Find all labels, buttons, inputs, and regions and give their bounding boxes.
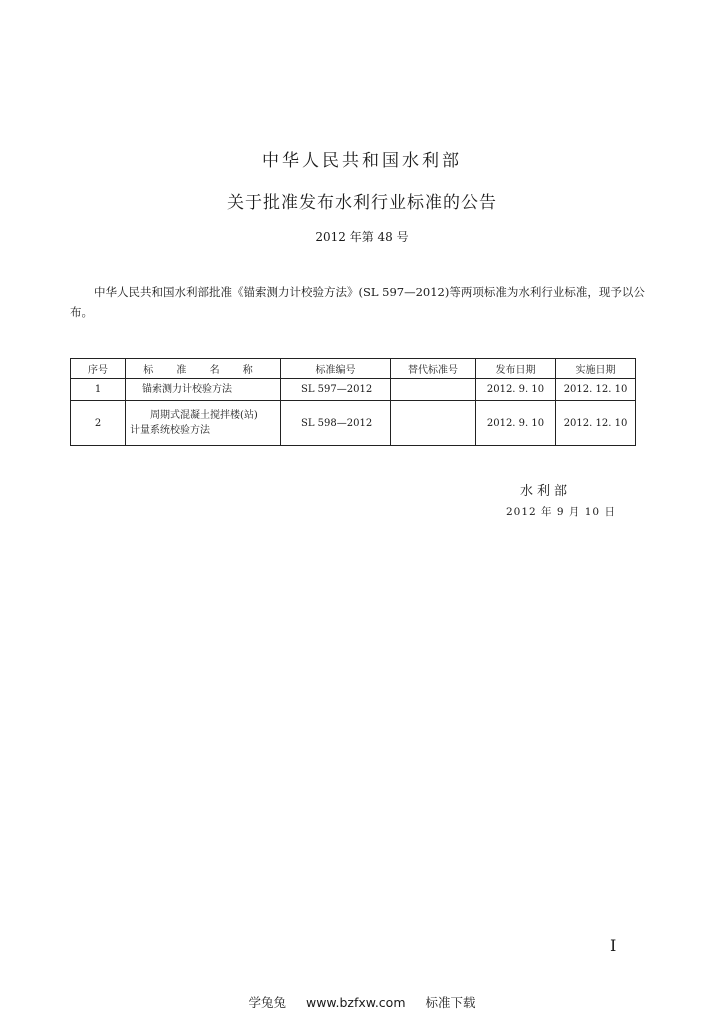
header-standard-name: 标 准 名 称 — [126, 359, 281, 379]
table-row — [71, 401, 636, 446]
footer-site-name: 学兔兔 — [248, 995, 286, 1010]
row-effective-date: 2012. 12. 10 — [556, 379, 636, 401]
row-replaced-code — [391, 401, 476, 446]
row-serial: 1 — [71, 379, 126, 401]
header-effective-date: 实施日期 — [556, 359, 636, 379]
row-standard-name-line1: 周期式混凝土搅拌楼(站) — [150, 410, 258, 421]
table-header-row — [71, 359, 636, 379]
row-standard-name-text: 锚索测力计校验方法 — [142, 384, 232, 395]
row-effective-date: 2012. 12. 10 — [556, 401, 636, 446]
row-serial: 2 — [71, 401, 126, 446]
row-publish-date: 2012. 9. 10 — [476, 401, 556, 446]
footer-url-link[interactable]: www.bzfxw.com — [305, 995, 406, 1010]
standards-table — [70, 358, 636, 446]
header-serial: 序号 — [71, 359, 126, 379]
row-standard-name-line2: 计量系统校验方法 — [130, 425, 210, 436]
row-standard-code: SL 598—2012 — [281, 401, 391, 446]
page-number: I — [610, 936, 617, 955]
row-standard-name — [126, 401, 281, 446]
ministry-title: 中华人民共和国水利部 — [262, 151, 462, 171]
header-publish-date: 发布日期 — [476, 359, 556, 379]
row-standard-code: SL 597—2012 — [281, 379, 391, 401]
issue-date: 2012 年 9 月 10 日 — [506, 506, 616, 518]
issuing-authority: 水利部 — [520, 484, 572, 499]
notice-number: 2012 年第 48 号 — [315, 230, 409, 244]
row-publish-date: 2012. 9. 10 — [476, 379, 556, 401]
footer-tagline: 标准下载 — [425, 995, 476, 1010]
header-standard-code: 标准编号 — [281, 359, 391, 379]
row-replaced-code — [391, 379, 476, 401]
row-standard-name — [126, 379, 281, 401]
notice-title: 关于批准发布水利行业标准的公告 — [227, 193, 497, 213]
table-row — [71, 379, 636, 401]
footer-watermark — [0, 993, 724, 1011]
header-replaced-code: 替代标准号 — [391, 359, 476, 379]
notice-body-paragraph: 中华人民共和国水利部批准《锚索测力计校验方法》(SL 597—2012)等两项标准为水利行业标准，现予以公布。 — [70, 285, 645, 319]
